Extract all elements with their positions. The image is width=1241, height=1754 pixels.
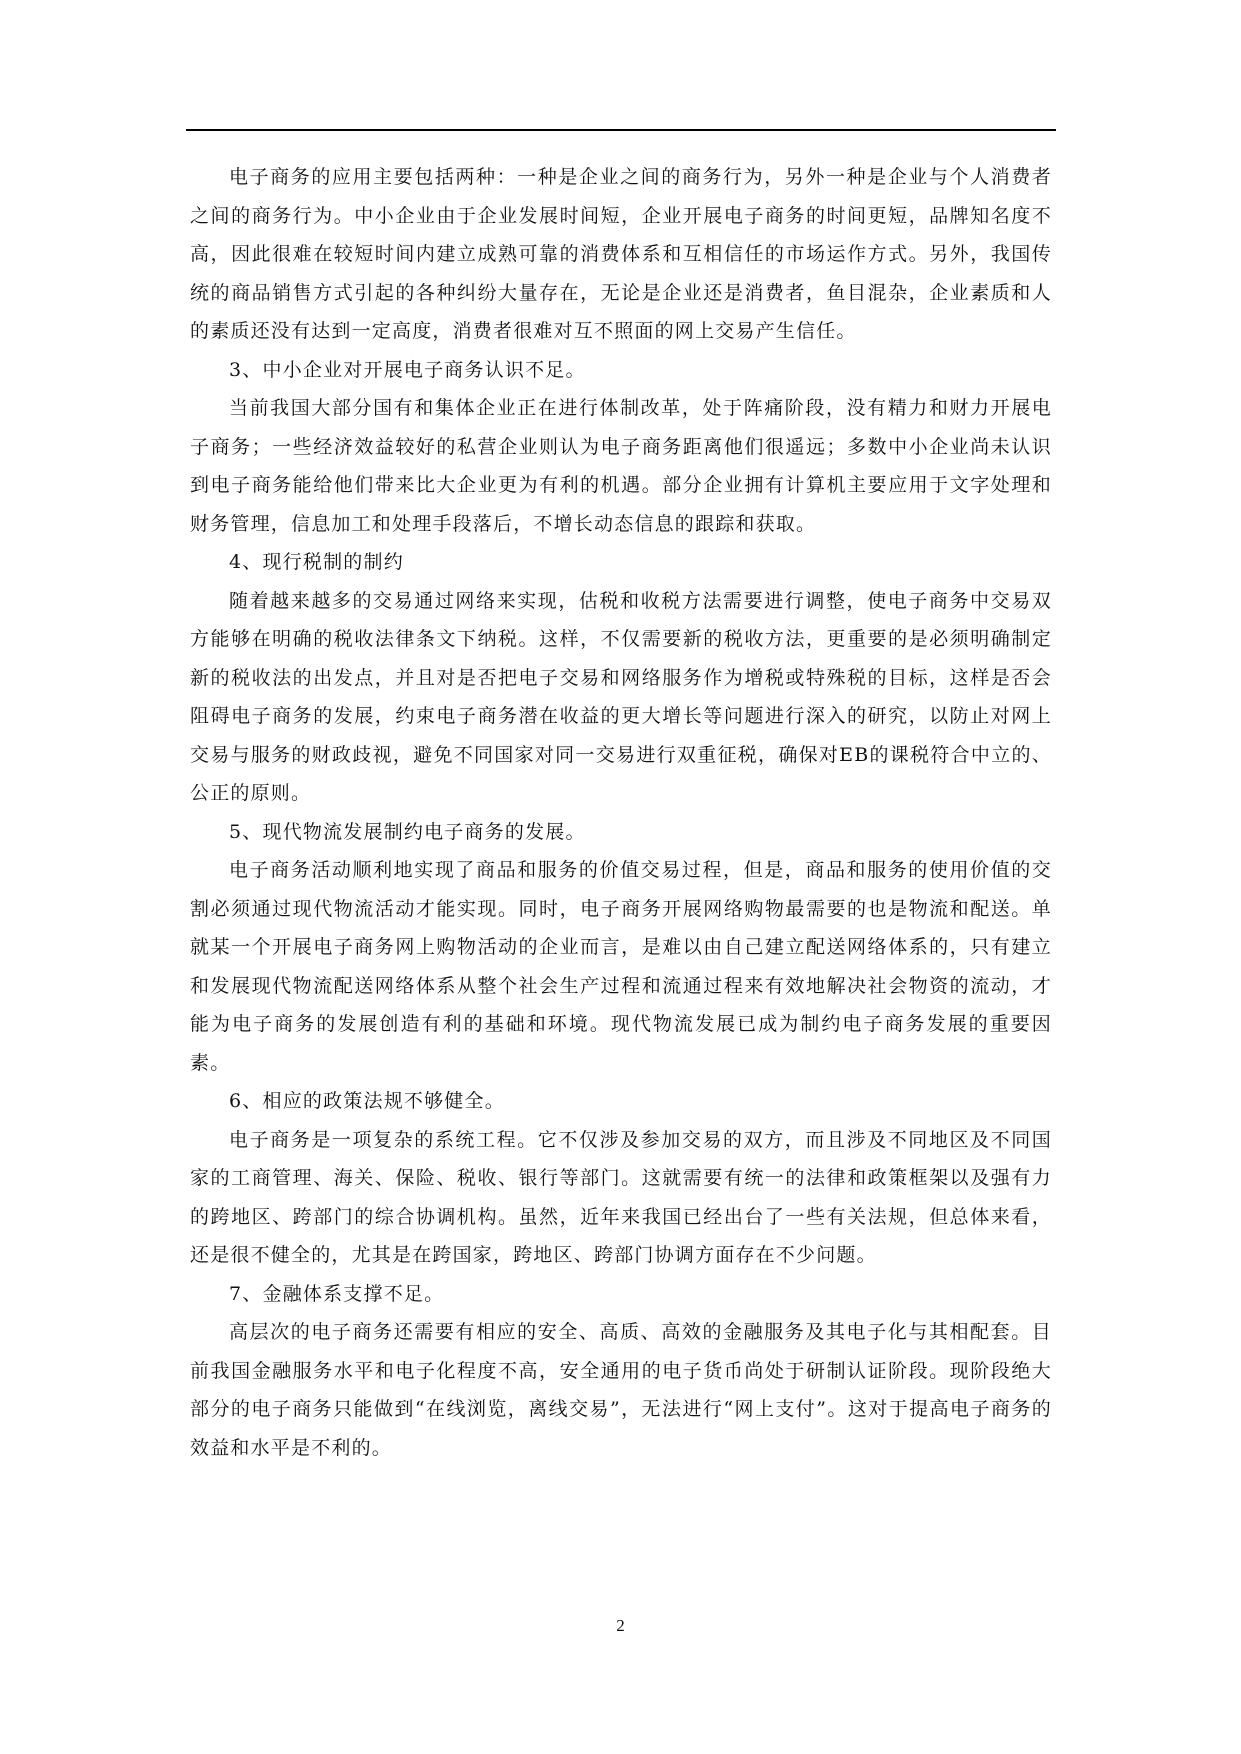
body-paragraph: 电子商务是一项复杂的系统工程。它不仅涉及参加交易的双方，而且涉及不同地区及不同国家的工商管理、海关、保险、税收、银行等部门。这就需要有统一的法律和政策框架以及强有力的跨地区、跨部门的综合协调机构。虽然，近年来我国已经出台了一些有关法规，但总体来看，还是很不健全的，尤其是在跨国家，跨地区、跨部门协调方面存在不少问题。: [190, 1128, 1052, 1266]
header-rule: [186, 129, 1056, 131]
document-body: [190, 158, 1052, 1467]
body-paragraph: 高层次的电子商务还需要有相应的安全、高质、高效的金融服务及其电子化与其相配套。目前我国金融服务水平和电子化程度不高，安全通用的电子货币尚处于研制认证阶段。现阶段绝大部分的电子商务只能做到“在线浏览，离线交易”，无法进行“网上支付”。这对于提高电子商务的效益和水平是不利的。: [190, 1321, 1052, 1459]
section-heading-5: 5、现代物流发展制约电子商务的发展。: [229, 820, 586, 843]
body-paragraph: 电子商务活动顺利地实现了商品和服务的价值交易过程，但是，商品和服务的使用价值的交割必须通过现代物流活动才能实现。同时，电子商务开展网络购物最需要的也是物流和配送。单就某一个开展电子商务网上购物活动的企业而言，是难以由自己建立配送网络体系的，只有建立和发展现代物流配送网络体系从整个社会生产过程和流通过程来有效地解决社会物资的流动，才能为电子商务的发展创造有利的基础和环境。现代物流发展已成为制约电子商务发展的重要因素。: [190, 859, 1052, 1074]
section-heading-6: 6、相应的政策法规不够健全。: [229, 1090, 505, 1112]
section-heading-4: 4、现行税制的制约: [229, 551, 404, 573]
section-heading-3: 3、中小企业对开展电子商务认识不足。: [229, 358, 586, 381]
body-paragraph: 当前我国大部分国有和集体企业正在进行体制改革，处于阵痛阶段，没有精力和财力开展电子商务；一些经济效益较好的私营企业则认为电子商务距离他们很遥远；多数中小企业尚未认识到电子商务能给他们带来比大企业更为有利的机遇。部分企业拥有计算机主要应用于文字处理和财务管理，信息加工和处理手段落后，不增长动态信息的跟踪和获取。: [190, 397, 1052, 535]
section-heading-7: 7、金融体系支撑不足。: [229, 1282, 445, 1305]
body-paragraph: 随着越来越多的交易通过网络来实现，估税和收税方法需要进行调整，使电子商务中交易双方能够在明确的税收法律条文下纳税。这样，不仅需要新的税收方法，更重要的是必须明确制定新的税收法的出发点，并且对是否把电子交易和网络服务作为增税或特殊税的目标，这样是否会阻碍电子商务的发展，约束电子商务潜在收益的更大增长等问题进行深入的研究，以防止对网上交易与服务的财政歧视，避免不同国家对同一交易进行双重征税，确保对EB的课税符合中立的、公正的原则。: [190, 589, 1052, 804]
page-number: 2: [616, 1616, 625, 1635]
body-paragraph: 电子商务的应用主要包括两种：一种是企业之间的商务行为，另外一种是企业与个人消费者之间的商务行为。中小企业由于企业发展时间短，企业开展电子商务的时间更短，品牌知名度不高，因此很难在较短时间内建立成熟可靠的消费体系和互相信任的市场运作方式。另外，我国传统的商品销售方式引起的各种纠纷大量存在，无论是企业还是消费者，鱼目混杂，企业素质和人的素质还没有达到一定高度，消费者很难对互不照面的网上交易产生信任。: [190, 166, 1052, 342]
